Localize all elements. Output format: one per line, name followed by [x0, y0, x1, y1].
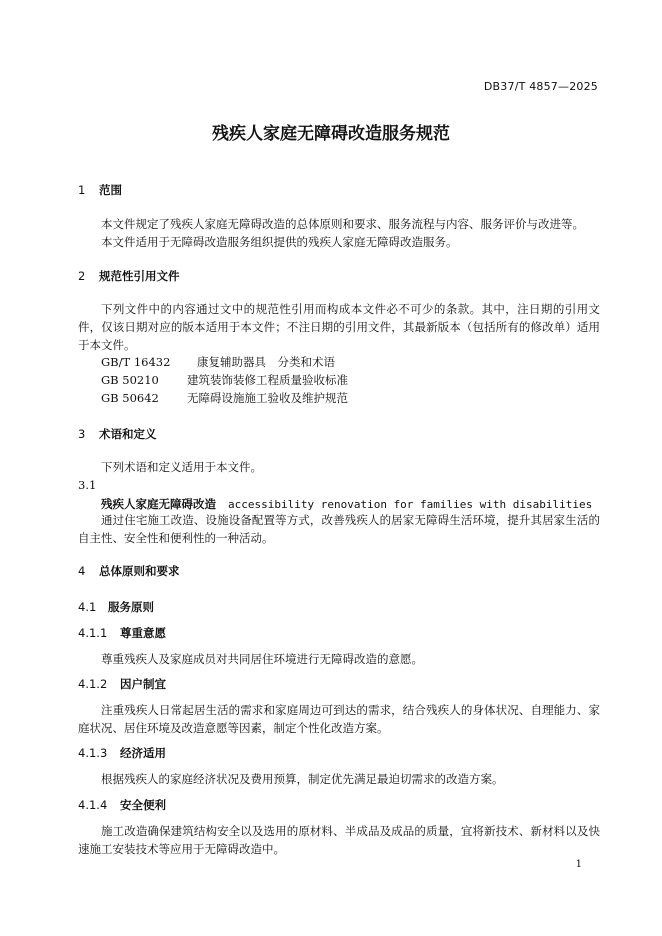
subsection-title: 服务原则 — [108, 600, 154, 614]
reference-title: 无障碍设施施工验收及维护规范 — [187, 391, 348, 405]
clause-4-1-4-text: 施工改造确保建筑结构安全以及选用的原材料、半成品及成品的质量，宜将新技术、新材料以及快速施工安装技术等应用于无障碍改造中。 — [78, 824, 600, 856]
reference-code: GB 50642 — [101, 391, 159, 405]
reference-item — [101, 354, 335, 370]
section-title: 规范性引用文件 — [99, 269, 180, 283]
term-english: accessibility renovation for families with disabilities — [228, 498, 593, 511]
clause-4-1-1-text: 尊重残疾人及家庭成员对共同居住环境进行无障碍改造的意愿。 — [101, 652, 423, 666]
reference-title: 建筑装饰装修工程质量验收标准 — [187, 373, 348, 387]
reference-item — [101, 372, 348, 388]
section-1-heading — [78, 182, 122, 198]
section-1-paragraph-1: 本文件规定了残疾人家庭无障碍改造的总体原则和要求、服务流程与内容、服务评价与改进等。 — [101, 217, 584, 231]
clause-number: 4.1.1 — [78, 626, 108, 640]
subsection-4-1-heading — [78, 599, 154, 615]
section-number: 1 — [78, 183, 86, 197]
clause-title: 安全便利 — [120, 798, 166, 812]
clause-4-1-3-heading — [78, 745, 166, 761]
clause-4-1-3-text: 根据残疾人的家庭经济状况及费用预算，制定优先满足最迫切需求的改造方案。 — [101, 772, 504, 786]
clause-4-1-1-heading — [78, 625, 166, 641]
document-title: 残疾人家庭无障碍改造服务规范 — [212, 124, 450, 144]
section-1-paragraph-2: 本文件适用于无障碍改造服务组织提供的残疾人家庭无障碍改造服务。 — [101, 235, 458, 249]
clause-number: 4.1.4 — [78, 798, 108, 812]
page-number: 1 — [575, 859, 582, 870]
reference-code: GB/T 16432 — [101, 355, 171, 369]
section-3-heading — [78, 426, 157, 442]
reference-title: 康复辅助器具 分类和术语 — [197, 355, 335, 369]
section-number: 2 — [78, 269, 86, 283]
section-number: 4 — [78, 564, 86, 578]
clause-number: 4.1.2 — [78, 677, 108, 691]
section-2-heading — [78, 268, 180, 284]
clause-title: 因户制宜 — [120, 677, 166, 691]
reference-item — [101, 390, 348, 406]
clause-4-1-2-heading — [78, 676, 166, 692]
term-definition: 通过住宅施工改造、设施设备配置等方式，改善残疾人的居家无障碍生活环境，提升其居家生活的自主性、安全性和便利性的一种活动。 — [78, 513, 600, 545]
section-title: 范围 — [99, 183, 122, 197]
section-number: 3 — [78, 427, 86, 441]
clause-4-1-2-text: 注重残疾人日常起居生活的需求和家庭周边可到达的需求，结合残疾人的身体状况、自理能力、家庭状况、居住环境及改造意愿等因素，制定个性化改造方案。 — [78, 703, 600, 735]
clause-title: 尊重意愿 — [120, 626, 166, 640]
term-chinese: 残疾人家庭无障碍改造 — [101, 497, 216, 511]
section-title: 总体原则和要求 — [99, 564, 180, 578]
clause-number: 4.1.3 — [78, 746, 108, 760]
subsection-number: 4.1 — [78, 600, 97, 614]
reference-code: GB 50210 — [101, 373, 159, 387]
document-code: DB37/T 4857—2025 — [483, 80, 598, 93]
section-title: 术语和定义 — [99, 427, 157, 441]
section-2-paragraph-1: 下列文件中的内容通过文中的规范性引用而构成本文件必不可少的条款。其中，注日期的引用文件，仅该日期对应的版本适用于本文件；不注日期的引用文件，其最新版本（包括所有的修改单）适用于本文件。 — [78, 302, 600, 352]
clause-title: 经济适用 — [120, 746, 166, 760]
clause-4-1-4-heading — [78, 797, 166, 813]
term-number: 3.1 — [78, 478, 97, 492]
section-4-heading — [78, 563, 180, 579]
section-3-intro: 下列术语和定义适用于本文件。 — [101, 460, 262, 474]
